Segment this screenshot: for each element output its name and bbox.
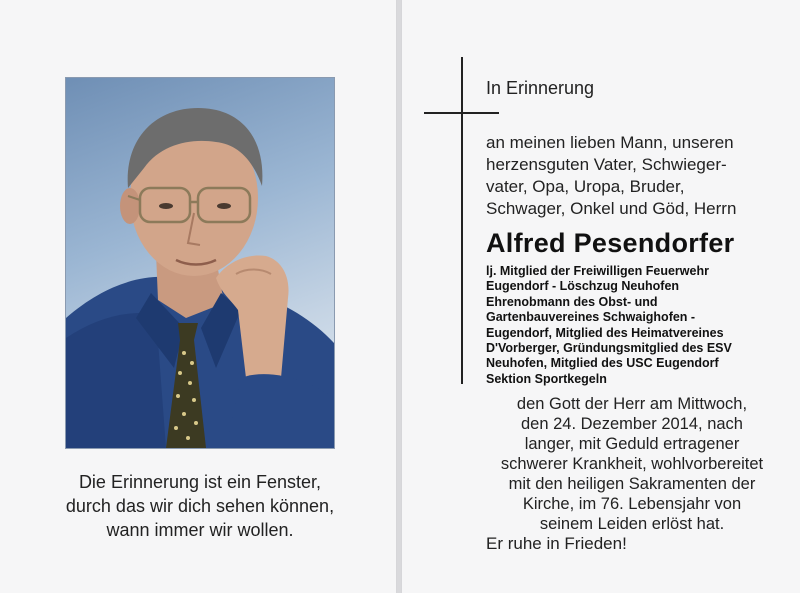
intro-line: herzensguten Vater, Schwieger- [486,155,727,174]
notice-line: seinem Leiden erlöst hat. [539,515,725,533]
intro-line: Schwager, Onkel und Göd, Herrn [486,199,737,218]
memorial-heading: In Erinnerung [486,78,595,98]
notice-line: mit den heiligen Sakramenten der [508,475,756,493]
roles-line: Gartenbauvereines Schwaighofen - [486,310,696,325]
quote-line: Die Erinnerung ist ein Fenster, [78,472,322,492]
notice-line: langer, mit Geduld ertragener [524,435,740,453]
intro-text [486,132,736,220]
cross-horizontal-bar [424,112,499,114]
notice-line: den Gott der Herr am Mittwoch, [516,395,748,413]
portrait-photo [66,78,334,448]
roles-line: D'Vorberger, Gründungsmitglied des ESV [486,341,732,356]
quote-line: wann immer wir wollen. [106,520,294,540]
quote-line: durch das wir dich sehen können, [65,496,335,516]
memorial-quote [20,470,380,542]
cross-vertical-bar [461,57,463,384]
roles-line: Eugendorf - Löschzug Neuhofen [486,279,680,294]
roles-line: lj. Mitglied der Freiwilligen Feuerwehr [486,264,709,278]
notice-line: Kirche, im 76. Lebensjahr von [522,495,742,513]
deceased-name: Alfred Pesendorfer [486,228,735,258]
roles-line: Eugendorf, Mitglied des Heimatvereines [486,325,724,340]
portrait-illustration [66,78,334,448]
notice-line: schwerer Krankheit, wohlvorbereitet [500,455,764,473]
intro-line: an meinen lieben Mann, unseren [486,133,734,152]
roles-text [486,264,732,387]
intro-line: vater, Opa, Uropa, Bruder, [486,177,685,196]
roles-line: Neuhofen, Mitglied des USC Eugendorf [486,356,719,371]
roles-line: Ehrenobmann des Obst- und [486,294,658,309]
notice-line: den 24. Dezember 2014, nach [521,415,743,433]
death-notice-text [486,394,778,534]
closing-line: Er ruhe in Frieden! [486,534,627,553]
roles-line: Sektion Sportkegeln [486,371,607,386]
